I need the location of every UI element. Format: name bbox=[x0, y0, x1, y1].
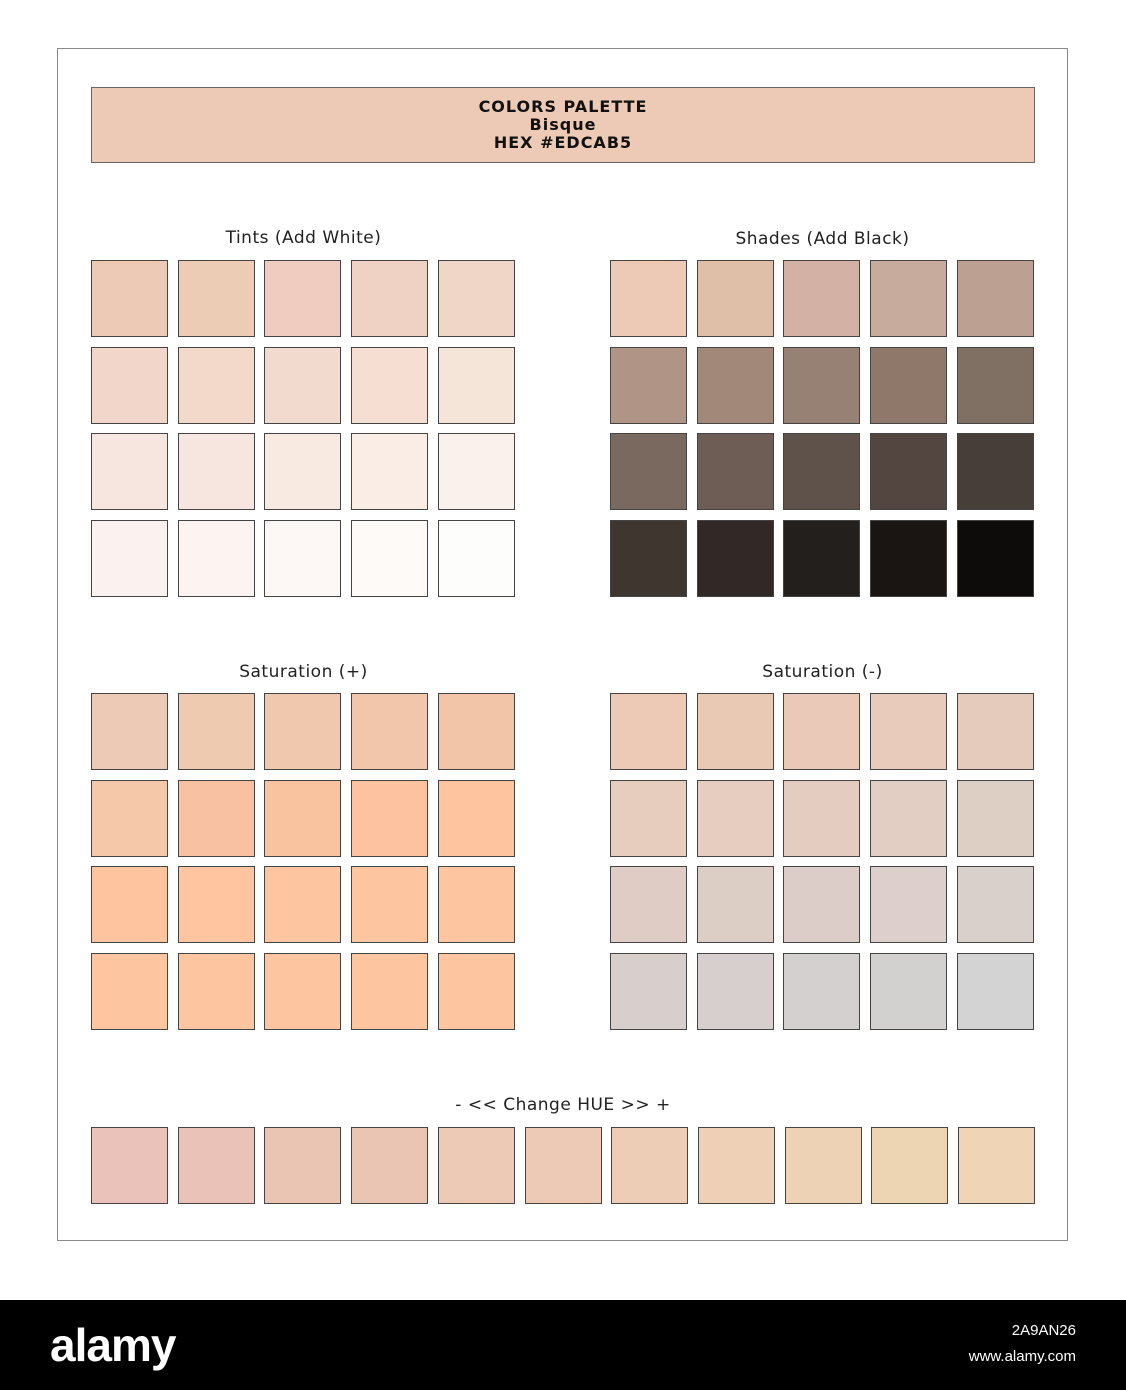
shade-swatch bbox=[697, 433, 774, 510]
shade-swatch bbox=[610, 347, 687, 424]
shade-swatch bbox=[957, 520, 1034, 597]
saturation-minus-swatch bbox=[697, 866, 774, 943]
hue-swatch bbox=[871, 1127, 948, 1204]
saturation-minus-swatch bbox=[610, 953, 687, 1030]
shade-swatch bbox=[870, 347, 947, 424]
tint-swatch bbox=[264, 520, 341, 597]
saturation-minus-swatch bbox=[697, 780, 774, 857]
tint-swatch bbox=[91, 433, 168, 510]
saturation-minus-swatch bbox=[783, 866, 860, 943]
saturation-plus-swatch bbox=[438, 693, 515, 770]
hue-swatch bbox=[264, 1127, 341, 1204]
shade-swatch bbox=[783, 260, 860, 337]
tint-swatch bbox=[91, 520, 168, 597]
color-name: Bisque bbox=[529, 115, 597, 134]
saturation-plus-swatch bbox=[438, 866, 515, 943]
saturation-plus-swatch bbox=[438, 780, 515, 857]
saturation-minus-swatch bbox=[697, 953, 774, 1030]
tint-swatch bbox=[178, 433, 255, 510]
hex-label: HEX #EDCAB5 bbox=[493, 133, 633, 152]
saturation-minus-swatch bbox=[697, 693, 774, 770]
saturation-minus-swatch bbox=[870, 953, 947, 1030]
saturation-minus-swatch bbox=[610, 866, 687, 943]
hue-swatch bbox=[178, 1127, 255, 1204]
image-id: 2A9AN26 bbox=[1011, 1322, 1076, 1339]
shade-swatch bbox=[610, 433, 687, 510]
tint-swatch bbox=[178, 520, 255, 597]
tints-title: Tints (Add White) bbox=[225, 228, 382, 248]
tint-swatch bbox=[351, 520, 428, 597]
tint-swatch bbox=[351, 433, 428, 510]
shade-swatch bbox=[610, 260, 687, 337]
hue-swatch bbox=[525, 1127, 602, 1204]
tint-swatch bbox=[91, 347, 168, 424]
shade-swatch bbox=[957, 260, 1034, 337]
saturation-plus-swatch bbox=[264, 780, 341, 857]
tint-swatch bbox=[264, 433, 341, 510]
shade-swatch bbox=[783, 520, 860, 597]
saturation-plus-swatch bbox=[178, 866, 255, 943]
saturation-plus-swatch bbox=[351, 866, 428, 943]
saturation-plus-swatch bbox=[264, 953, 341, 1030]
hue-swatch bbox=[438, 1127, 515, 1204]
saturation-minus-swatch bbox=[957, 693, 1034, 770]
saturation-plus-swatch bbox=[351, 953, 428, 1030]
shade-swatch bbox=[957, 433, 1034, 510]
shade-swatch bbox=[783, 347, 860, 424]
tint-swatch bbox=[351, 347, 428, 424]
tint-swatch bbox=[351, 260, 428, 337]
shade-swatch bbox=[870, 433, 947, 510]
saturation-plus-title: Saturation (+) bbox=[239, 662, 368, 682]
hue-swatch bbox=[785, 1127, 862, 1204]
shade-swatch bbox=[610, 520, 687, 597]
tint-swatch bbox=[438, 347, 515, 424]
tint-swatch bbox=[91, 260, 168, 337]
tint-swatch bbox=[178, 260, 255, 337]
saturation-minus-title: Saturation (-) bbox=[762, 662, 883, 682]
saturation-minus-swatch bbox=[783, 953, 860, 1030]
hue-title: - << Change HUE >> + bbox=[455, 1095, 671, 1115]
palette-header bbox=[91, 87, 1035, 163]
saturation-minus-swatch bbox=[957, 866, 1034, 943]
tint-swatch bbox=[438, 260, 515, 337]
palette-title: COLORS PALETTE bbox=[478, 97, 648, 116]
shades-title: Shades (Add Black) bbox=[735, 229, 910, 249]
saturation-minus-swatch bbox=[870, 780, 947, 857]
hue-swatch bbox=[698, 1127, 775, 1204]
shade-swatch bbox=[697, 520, 774, 597]
shade-swatch bbox=[870, 260, 947, 337]
saturation-plus-swatch bbox=[351, 693, 428, 770]
saturation-plus-swatch bbox=[91, 693, 168, 770]
saturation-minus-swatch bbox=[610, 693, 687, 770]
saturation-plus-swatch bbox=[178, 693, 255, 770]
saturation-plus-swatch bbox=[264, 693, 341, 770]
watermark-url: www.alamy.com bbox=[968, 1348, 1076, 1365]
brand-logo: alamy bbox=[50, 1319, 176, 1371]
saturation-plus-swatch bbox=[178, 780, 255, 857]
saturation-plus-swatch bbox=[91, 780, 168, 857]
saturation-minus-swatch bbox=[870, 866, 947, 943]
saturation-plus-swatch bbox=[178, 953, 255, 1030]
tint-swatch bbox=[264, 260, 341, 337]
saturation-plus-swatch bbox=[438, 953, 515, 1030]
tint-swatch bbox=[438, 520, 515, 597]
saturation-plus-swatch bbox=[91, 866, 168, 943]
hue-swatch bbox=[91, 1127, 168, 1204]
hue-swatch bbox=[611, 1127, 688, 1204]
saturation-minus-swatch bbox=[957, 780, 1034, 857]
hue-swatch bbox=[351, 1127, 428, 1204]
saturation-minus-swatch bbox=[610, 780, 687, 857]
saturation-minus-swatch bbox=[870, 693, 947, 770]
tint-swatch bbox=[178, 347, 255, 424]
shade-swatch bbox=[697, 260, 774, 337]
shade-swatch bbox=[697, 347, 774, 424]
shade-swatch bbox=[870, 520, 947, 597]
palette-card bbox=[57, 48, 1068, 1241]
tint-swatch bbox=[264, 347, 341, 424]
saturation-plus-swatch bbox=[264, 866, 341, 943]
saturation-plus-swatch bbox=[351, 780, 428, 857]
saturation-plus-swatch bbox=[91, 953, 168, 1030]
tint-swatch bbox=[438, 433, 515, 510]
shade-swatch bbox=[957, 347, 1034, 424]
saturation-minus-swatch bbox=[783, 693, 860, 770]
saturation-minus-swatch bbox=[783, 780, 860, 857]
shade-swatch bbox=[783, 433, 860, 510]
hue-swatch bbox=[958, 1127, 1035, 1204]
saturation-minus-swatch bbox=[957, 953, 1034, 1030]
